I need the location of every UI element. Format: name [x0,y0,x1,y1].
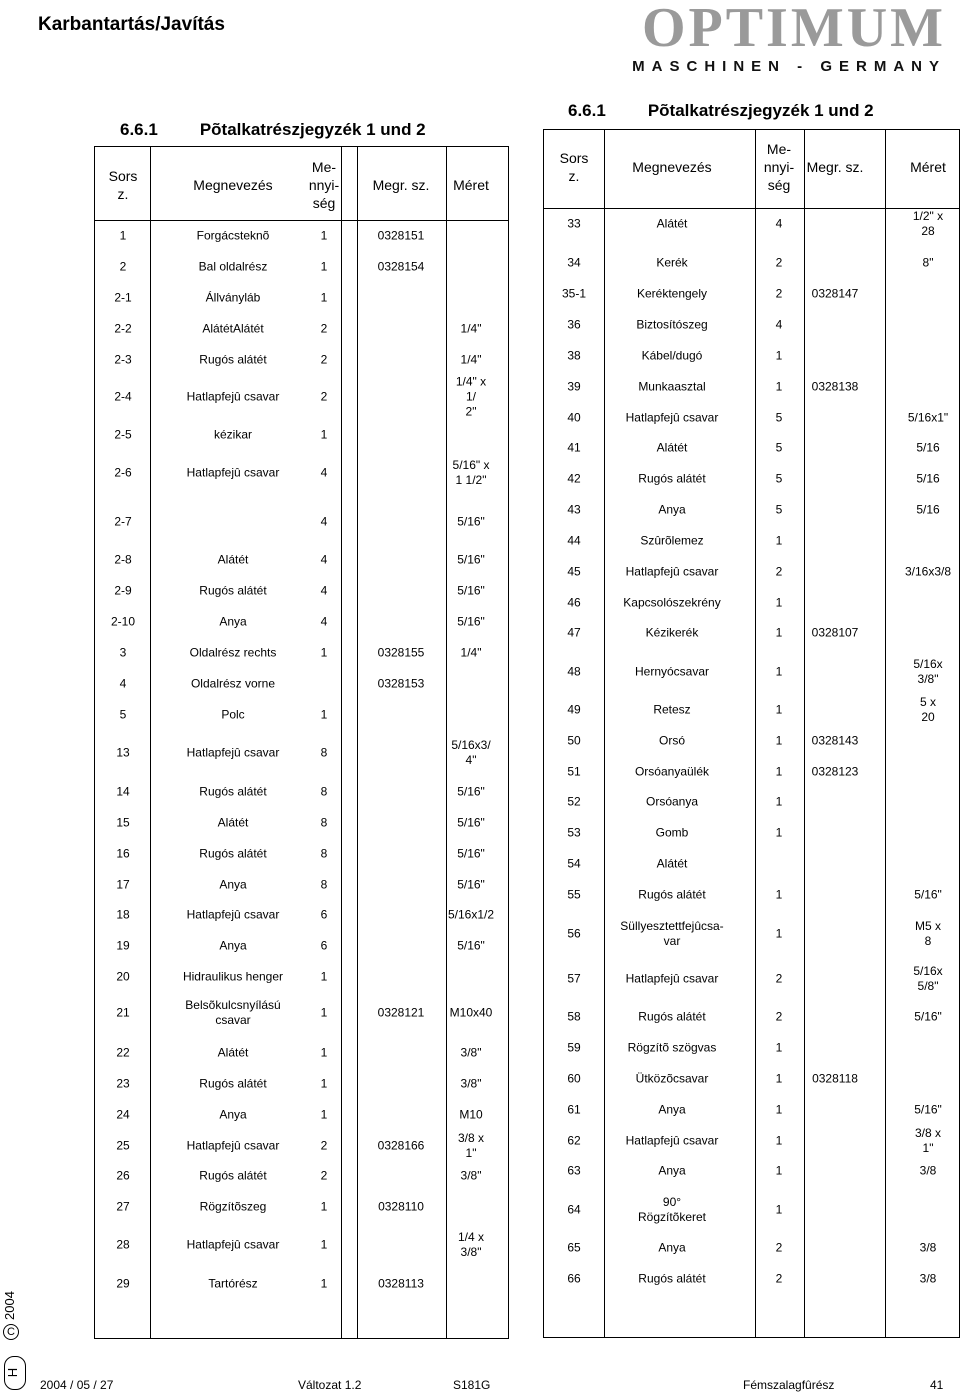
cell-sors: 61 [567,1102,581,1117]
cell-quantity: 1 [320,228,328,243]
language-marker [4,1356,26,1390]
header-size: Méret [910,159,946,175]
cell-sors: 2-9 [114,583,132,598]
cell-size: 1/2" x 28 [912,209,944,238]
cell-sors: 54 [567,856,581,871]
cell-name: Alátét [656,216,688,231]
cell-size: 5/16" [457,614,485,629]
cell-quantity: 1 [775,348,783,363]
cell-name: Orsó [658,733,686,748]
cell-sors: 28 [116,1237,130,1252]
cell-name: Anya [219,877,247,892]
cell-sors: 40 [567,410,581,425]
cell-name: Alátét [217,815,249,830]
cell-size: 5 x 20 [919,695,936,724]
cell-ref: 0328118 [812,1071,858,1086]
cell-sors: 13 [116,745,130,760]
cell-name: Rugós alátét [199,583,267,598]
cell-name: Kézikerék [645,625,699,640]
cell-name: Oldalrész rechts [189,645,277,660]
cell-quantity: 1 [320,427,328,442]
cell-name: Munkaasztal [638,379,706,394]
cell-size: 5/16" [914,1102,942,1117]
cell-name: Kerék [656,255,688,270]
cell-quantity: 2 [775,1240,783,1255]
cell-ref: 0328107 [811,625,859,640]
cell-quantity: 1 [320,1076,328,1091]
cell-size: 5/16" x 1 1/2" [452,458,490,487]
cell-name: Hernyócsavar [634,664,710,679]
cell-quantity: 1 [320,259,328,274]
cell-quantity: 4 [320,514,328,529]
cell-name: Anya [658,1163,686,1178]
cell-sors: 41 [567,440,581,455]
footer-version: Változat 1.2 [298,1378,362,1392]
cell-size: 1/4" [460,321,482,336]
cell-quantity: 6 [320,907,328,922]
cell-sors: 4 [119,676,127,691]
cell-ref: 0328166 [377,1138,425,1153]
cell-sors: 56 [567,926,581,941]
header-divider [544,208,959,209]
cell-sors: 2-1 [114,290,132,305]
cell-sors: 2-6 [114,465,132,480]
cell-name: Bal oldalrész [198,259,268,274]
cell-quantity: 5 [775,440,783,455]
column-divider [804,130,805,1337]
section-heading-right [568,101,874,121]
cell-name: Anya [658,1240,686,1255]
cell-size: 1/4" x 1/ 2" [455,374,487,419]
cell-quantity: 1 [775,1133,783,1148]
cell-ref: 0328154 [377,259,425,274]
cell-size: 5/16x 5/8" [913,964,943,993]
cell-quantity: 2 [775,971,783,986]
cell-name: Rugós alátét [199,1168,267,1183]
cell-sors: 16 [116,846,130,861]
cell-sors: 2-3 [114,352,132,367]
section-title: Põtalkatrészjegyzék 1 und 2 [199,120,426,139]
cell-quantity: 8 [320,877,328,892]
cell-sors: 3 [119,645,127,660]
cell-size: 5/16" [457,583,485,598]
column-divider [341,147,342,1338]
cell-name: Rugós alátét [199,846,267,861]
cell-quantity: 4 [320,614,328,629]
cell-quantity: 4 [775,317,783,332]
cell-size: 5/16" [914,1009,942,1024]
cell-name: Rugós alátét [199,784,267,799]
cell-quantity: 2 [775,286,783,301]
cell-sors: 25 [116,1138,130,1153]
cell-sors: 1 [119,228,127,243]
cell-size: 3/8 x 1" [457,1131,484,1160]
cell-quantity: 1 [775,1163,783,1178]
cell-name: Rugós alátét [199,1076,267,1091]
footer-page-number: 41 [930,1378,944,1392]
cell-sors: 21 [116,1005,130,1020]
cell-quantity: 8 [320,784,328,799]
column-divider [755,130,756,1337]
cell-name: Hatlapfejû csavar [186,465,280,480]
cell-quantity: 1 [320,645,328,660]
cell-sors: 51 [567,764,581,779]
cell-name: Keréktengely [636,286,708,301]
cell-name: Polc [221,707,245,722]
cell-size: 3/8" [460,1076,482,1091]
cell-size: 3/8" [460,1168,482,1183]
cell-quantity: 1 [775,733,783,748]
cell-sors: 14 [116,784,130,799]
cell-quantity: 8 [320,846,328,861]
cell-ref: 0328153 [377,676,425,691]
cell-quantity: 1 [320,1199,328,1214]
cell-name: Rugós alátét [199,352,267,367]
cell-name: Rugós alátét [638,887,706,902]
cell-size: M5 x 8 [914,919,941,948]
cell-quantity: 4 [320,552,328,567]
cell-sors: 2-4 [114,389,132,404]
header-sors: Sors z. [108,168,138,202]
cell-quantity: 1 [320,1045,328,1060]
cell-ref: 0328110 [378,1199,424,1214]
cell-name: Alátét [656,856,688,871]
cell-name: Orsóanya [645,794,699,809]
copyright-icon: C [3,1324,19,1340]
header-quantity: Me- nnyi- ség [763,141,795,193]
cell-sors: 18 [116,907,130,922]
cell-quantity: 5 [775,410,783,425]
cell-quantity: 2 [320,389,328,404]
cell-quantity: 1 [775,1202,783,1217]
cell-size: 5/16 [916,502,940,517]
cell-quantity: 5 [775,471,783,486]
cell-size: M10x40 [449,1005,493,1020]
cell-sors: 23 [116,1076,130,1091]
cell-quantity: 8 [320,745,328,760]
cell-quantity: 4 [775,216,783,231]
cell-quantity: 2 [775,255,783,270]
cell-ref: 0328143 [811,733,859,748]
header-name: Megnevezés [193,177,273,193]
cell-size: 1/4" [460,352,482,367]
cell-sors: 2-8 [114,552,132,567]
cell-quantity: 2 [320,1138,328,1153]
cell-ref: 0328123 [811,764,859,779]
cell-ref: 0328151 [377,228,425,243]
cell-size: 5/16" [457,938,485,953]
cell-quantity: 1 [320,707,328,722]
cell-name: AlátétAlátét [202,321,264,336]
column-divider [357,147,358,1338]
cell-name: Orsóanyaülék [634,764,710,779]
cell-name: Rögzítõszeg [199,1199,267,1214]
footer-date: 2004 / 05 / 27 [40,1378,114,1392]
cell-name: Forgácsteknõ [196,228,270,243]
cell-sors: 19 [116,938,130,953]
cell-quantity: 1 [775,625,783,640]
cell-name: Hatlapfejû csavar [186,907,280,922]
parts-table-right [543,129,960,1338]
cell-sors: 26 [116,1168,130,1183]
column-divider [885,130,886,1337]
cell-quantity: 1 [775,595,783,610]
cell-size: M10 [459,1107,483,1122]
cell-quantity: 1 [775,664,783,679]
cell-size: 5/16x3/ 4" [451,738,491,767]
section-number: 6.6.1 [568,101,606,120]
cell-sors: 58 [567,1009,581,1024]
cell-name: Retesz [653,702,691,717]
cell-name: Anya [219,938,247,953]
cell-quantity: 1 [775,794,783,809]
cell-size: 5/16x 3/8" [913,657,943,686]
language-letter: H [5,1367,21,1378]
cell-size: 5/16" [457,815,485,830]
header-size: Méret [453,177,489,193]
cell-sors: 38 [567,348,581,363]
cell-quantity: 1 [320,1237,328,1252]
cell-size: 3/8" [460,1045,482,1060]
cell-name: Alátét [656,440,688,455]
cell-size: 1/4" [460,645,482,660]
cell-sors: 39 [567,379,581,394]
cell-ref: 0328155 [377,645,425,660]
cell-sors: 53 [567,825,581,840]
cell-quantity: 1 [320,290,328,305]
cell-name: 90° Rögzítõkeret [637,1195,707,1224]
cell-size: 5/16" [457,784,485,799]
cell-quantity: 1 [775,1102,783,1117]
cell-name: Anya [219,614,247,629]
header-name: Megnevezés [632,159,712,175]
cell-sors: 50 [567,733,581,748]
cell-name: kézikar [213,427,253,442]
cell-sors: 59 [567,1040,581,1055]
cell-name: Hatlapfejû csavar [625,410,719,425]
cell-sors: 52 [567,794,581,809]
cell-name: Rugós alátét [638,1271,706,1286]
cell-sors: 20 [116,969,130,984]
optimum-logo [632,0,946,75]
cell-quantity: 1 [775,825,783,840]
cell-name: Rugós alátét [638,1009,706,1024]
cell-name: Hatlapfejû csavar [625,1133,719,1148]
cell-sors: 66 [567,1271,581,1286]
cell-name: Rögzítõ szögvas [627,1040,717,1055]
cell-size: 5/16x1/2 [447,907,495,922]
cell-sors: 2 [119,259,127,274]
cell-size: 5/16" [914,887,942,902]
cell-quantity: 1 [775,533,783,548]
cell-sors: 47 [567,625,581,640]
header-ref: Megr. sz. [372,177,430,193]
cell-sors: 2-5 [114,427,132,442]
cell-sors: 36 [567,317,581,332]
cell-quantity: 2 [775,1271,783,1286]
cell-quantity: 1 [775,926,783,941]
cell-sors: 44 [567,533,581,548]
cell-name: Rugós alátét [638,471,706,486]
cell-name: Alátét [217,1045,249,1060]
cell-quantity: 2 [320,1168,328,1183]
cell-name: Belsõkulcsnyílású csavar [185,998,281,1027]
cell-sors: 27 [116,1199,130,1214]
cell-sors: 43 [567,502,581,517]
cell-quantity: 2 [775,564,783,579]
cell-quantity: 1 [320,1005,328,1020]
cell-sors: 2-2 [114,321,132,336]
section-title: Põtalkatrészjegyzék 1 und 2 [647,101,874,120]
cell-size: 5/16" [457,877,485,892]
cell-sors: 22 [116,1045,130,1060]
section-heading-left [120,120,426,140]
cell-name: Hatlapfejû csavar [186,389,280,404]
cell-name: Oldalrész vorne [190,676,276,691]
column-divider [150,147,151,1338]
cell-quantity: 6 [320,938,328,953]
cell-sors: 62 [567,1133,581,1148]
section-number: 6.6.1 [120,120,158,139]
column-divider [604,130,605,1337]
cell-size: 5/16" [457,514,485,529]
cell-size: 3/16x3/8 [904,564,952,579]
cell-quantity: 1 [775,702,783,717]
cell-sors: 64 [567,1202,581,1217]
copyright-year: 2004 [2,1291,17,1320]
cell-quantity: 1 [320,1276,328,1291]
cell-name: Tartórész [208,1276,258,1291]
header-divider [95,220,508,221]
cell-name: Hatlapfejû csavar [625,564,719,579]
cell-name: Állványláb [205,290,261,305]
cell-quantity: 1 [775,1040,783,1055]
cell-size: 3/8 [919,1163,937,1178]
cell-name: Anya [658,502,686,517]
cell-size: 3/8 [919,1240,937,1255]
cell-quantity: 8 [320,815,328,830]
page-header-title: Karbantartás/Javítás [38,14,225,35]
cell-sors: 2-10 [110,614,136,629]
cell-size: 8" [922,255,934,270]
cell-sors: 24 [116,1107,130,1122]
cell-name: Hatlapfejû csavar [625,971,719,986]
cell-name: Hatlapfejû csavar [186,1237,280,1252]
cell-quantity: 2 [320,352,328,367]
cell-size: 5/16 [916,440,940,455]
cell-size: 1/4 x 3/8" [457,1230,485,1259]
cell-quantity: 2 [320,321,328,336]
cell-sors: 33 [567,216,581,231]
cell-name: Anya [658,1102,686,1117]
cell-sors: 49 [567,702,581,717]
parts-table-left [94,146,509,1339]
cell-size: 3/8 [919,1271,937,1286]
cell-sors: 5 [119,707,127,722]
cell-sors: 34 [567,255,581,270]
cell-sors: 45 [567,564,581,579]
cell-quantity: 1 [775,764,783,779]
cell-name: Hidraulikus henger [182,969,284,984]
cell-sors: 55 [567,887,581,902]
column-divider [446,147,447,1338]
header-ref: Megr. sz. [806,159,864,175]
cell-name: Szûrõlemez [640,533,704,548]
cell-quantity: 1 [320,969,328,984]
cell-sors: 29 [116,1276,130,1291]
cell-sors: 65 [567,1240,581,1255]
cell-sors: 63 [567,1163,581,1178]
cell-ref: 0328138 [811,379,859,394]
cell-quantity: 1 [775,379,783,394]
cell-name: Anya [219,1107,247,1122]
cell-name: Hatlapfejû csavar [186,1138,280,1153]
cell-size: 5/16 [916,471,940,486]
cell-sors: 15 [116,815,130,830]
cell-name: Hatlapfejû csavar [186,745,280,760]
cell-quantity: 1 [775,887,783,902]
cell-quantity: 4 [320,465,328,480]
cell-ref: 0328113 [378,1276,424,1291]
cell-sors: 57 [567,971,581,986]
logo-tagline: MASCHINEN - GERMANY [632,58,946,75]
cell-sors: 35-1 [561,286,587,301]
cell-quantity: 4 [320,583,328,598]
cell-sors: 42 [567,471,581,486]
header-sors: Sors z. [559,150,589,184]
cell-size: 3/8 x 1" [914,1126,941,1155]
cell-ref: 0328147 [811,286,859,301]
cell-ref: 0328121 [377,1005,425,1020]
logo-wordmark: OPTIMUM [641,0,946,59]
cell-name: Süllyesztettfejûcsa- var [620,919,724,948]
cell-name: Kapcsolószekrény [623,595,721,610]
cell-name: Gomb [655,825,689,840]
cell-quantity: 1 [775,1071,783,1086]
cell-name: Kábel/dugó [641,348,703,363]
footer-model: S181G [453,1378,491,1392]
footer-product: Fémszalagfûrész [743,1378,835,1392]
copyright-note [2,1291,19,1340]
header-quantity: Me- nnyi- ség [308,159,340,211]
cell-name: Biztosítószeg [636,317,708,332]
cell-quantity: 2 [775,1009,783,1024]
cell-sors: 60 [567,1071,581,1086]
cell-size: 5/16" [457,552,485,567]
cell-quantity: 5 [775,502,783,517]
cell-name: Ütközõcsavar [635,1071,709,1086]
cell-size: 5/16" [457,846,485,861]
cell-quantity: 1 [320,1107,328,1122]
cell-sors: 48 [567,664,581,679]
cell-sors: 17 [116,877,130,892]
cell-name: Alátét [217,552,249,567]
cell-sors: 2-7 [114,514,132,529]
cell-sors: 46 [567,595,581,610]
cell-size: 5/16x1" [907,410,949,425]
